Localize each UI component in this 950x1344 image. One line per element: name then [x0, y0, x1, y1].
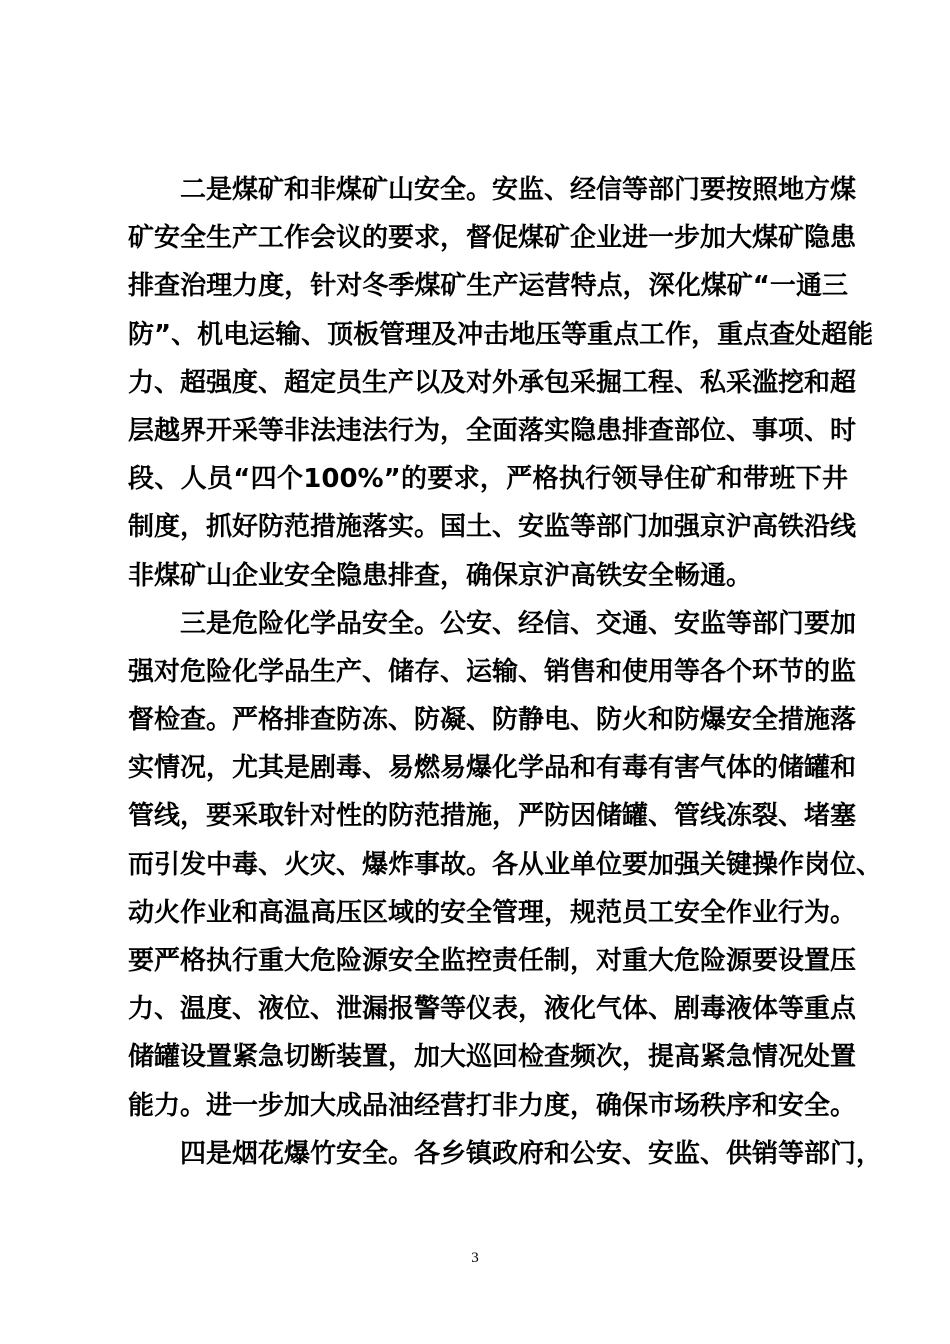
document-body: [128, 166, 883, 1178]
paragraph-2-line-10: 储罐设置紧急切断装置，加大巡回检查频次，提高紧急情况处置: [128, 1042, 857, 1073]
paragraph-2-line-5: 管线，要采取针对性的防范措施，严防因储罐、管线冻裂、堵塞: [128, 801, 857, 832]
page-number: 3: [471, 1250, 479, 1266]
paragraph-2-line-3: 督检查。严格排查防冻、防凝、防静电、防火和防爆安全措施落: [128, 705, 857, 736]
paragraph-1-line-5: 力、超强度、超定员生产以及对外承包采掘工程、私采滥挖和超: [128, 367, 857, 398]
paragraph-2-line-4: 实情况，尤其是剧毒、易燃易爆化学品和有毒有害气体的储罐和: [128, 753, 857, 784]
paragraph-3-line-1: 四是烟花爆竹安全。各乡镇政府和公安、安监、供销等部门，: [180, 1138, 883, 1169]
paragraph-1-line-4: 防”、机电运输、顶板管理及冲击地压等重点工作，重点查处超能: [128, 319, 874, 350]
paragraph-2-line-1: 三是危险化学品安全。公安、经信、交通、安监等部门要加: [180, 608, 857, 639]
paragraph-2-line-2: 强对危险化学品生产、储存、运输、销售和使用等各个环节的监: [128, 656, 857, 687]
paragraph-1-line-8: 制度，抓好防范措施落实。国土、安监等部门加强京沪高铁沿线: [128, 512, 857, 543]
paragraph-1-line-9: 非煤矿山企业安全隐患排查，确保京沪高铁安全畅通。: [128, 560, 753, 591]
paragraph-2-line-11: 能力。进一步加大成品油经营打非力度，确保市场秩序和安全。: [128, 1090, 857, 1121]
paragraph-1-line-6: 层越界开采等非法违法行为，全面落实隐患排查部位、事项、时: [128, 415, 857, 446]
paragraph-1-line-1: 二是煤矿和非煤矿山安全。安监、经信等部门要按照地方煤: [180, 175, 857, 205]
paragraph-2-line-8: 要严格执行重大危险源安全监控责任制，对重大危险源要设置压: [128, 946, 857, 976]
paragraph-2-line-7: 动火作业和高温高压区域的安全管理，规范员工安全作业行为。: [128, 897, 857, 928]
paragraph-2-line-6: 而引发中毒、火灾、爆炸事故。各从业单位要加强关键操作岗位、: [128, 849, 883, 880]
paragraph-1-line-2: 矿安全生产工作会议的要求，督促煤矿企业进一步加大煤矿隐患: [128, 223, 857, 254]
paragraph-1-line-7: 段、人员“四个100%”的要求，严格执行领导住矿和带班下井: [128, 464, 848, 495]
paragraph-1-line-3: 排查治理力度，针对冬季煤矿生产运营特点，深化煤矿“一通三: [128, 271, 848, 302]
paragraph-2-line-9: 力、温度、液位、泄漏报警等仪表，液化气体、剧毒液体等重点: [128, 994, 857, 1025]
